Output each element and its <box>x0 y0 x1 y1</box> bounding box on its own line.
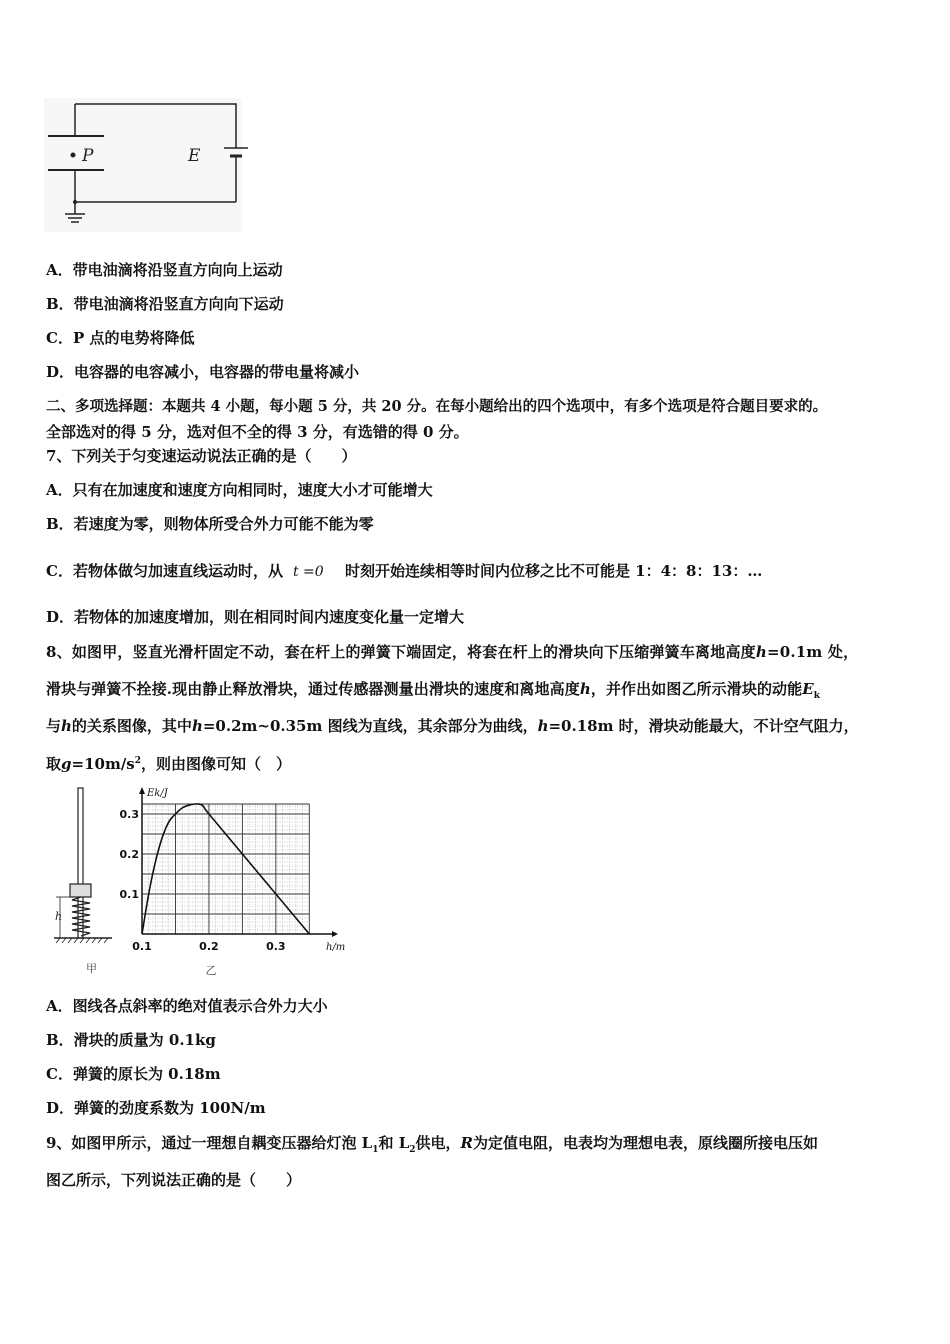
q8-l3-var3: h <box>537 717 549 735</box>
q8-l2-ek-sub: k <box>813 691 821 701</box>
q8-l3-mid2: =0.2m~0.35m 图线为直线，其余部分为曲线， <box>202 717 538 735</box>
section2-heading-line2: 全部选对的得 5 分，选对但不全的得 3 分，有选错的得 0 分。 <box>46 423 469 441</box>
chart-x-tick-1: 0.2 <box>199 940 219 953</box>
q8-stem-line1 <box>46 642 858 662</box>
q8-l3-var2: h <box>191 717 203 735</box>
q8-l4-var: g <box>61 755 72 773</box>
q8-option-b: B．滑块的质量为 0.1kg <box>46 1031 216 1049</box>
q7-option-a: A．只有在加速度和速度方向相同时，速度大小才可能增大 <box>46 481 433 499</box>
caption-jia: 甲 <box>86 962 97 975</box>
q6-option-b: B．带电油滴将沿竖直方向向下运动 <box>46 295 284 313</box>
q8-l3-var1: h <box>61 717 72 735</box>
q7-option-c-post: 时刻开始连续相等时间内位移之比不可能是 1：4：8：13：… <box>344 562 763 580</box>
q8-l2-ek: E <box>802 680 814 698</box>
q7-option-b: B．若速度为零，则物体所受合外力可能不能为零 <box>46 515 374 533</box>
source-e-label: E <box>188 146 201 166</box>
q7-option-d: D．若物体的加速度增加，则在相同时间内速度变化量一定增大 <box>46 608 465 626</box>
vertical-rod <box>78 788 83 938</box>
q9-l1-sub2: 2 <box>409 1145 416 1155</box>
q8-l3-pre: 与 <box>46 717 62 735</box>
q7-stem: 7、下列关于匀变速运动说法正确的是（ ） <box>46 447 357 465</box>
point-p-label: P <box>82 146 94 166</box>
q8-l1-var: h <box>755 643 767 661</box>
oil-drop-point <box>71 153 76 158</box>
chart-ek-curve <box>142 804 309 934</box>
q8-option-c: C．弹簧的原长为 0.18m <box>46 1065 221 1083</box>
q9-l1-var: R <box>460 1134 474 1152</box>
q9-l1-mid2: 供电， <box>415 1134 461 1152</box>
chart-y-tick-0: 0.1 <box>119 888 139 901</box>
q9-l1-post: 为定值电阻，电表均为理想电表，原线圈所接电压如 <box>473 1134 819 1152</box>
chart-x-tick-0: 0.1 <box>132 940 152 953</box>
q9-l1-sub1: 1 <box>372 1145 379 1155</box>
chart-x-tick-2: 0.3 <box>266 940 286 953</box>
q6-option-d: D．电容器的电容减小，电容器的带电量将减小 <box>46 363 360 381</box>
q8-stem-line2 <box>46 679 820 699</box>
q8-option-a: A．图线各点斜率的绝对值表示合外力大小 <box>46 997 328 1015</box>
chart-x-label: h/m <box>326 942 346 953</box>
q8-stem-line4 <box>46 754 291 774</box>
q8-l2-pre: 滑块与弹簧不拴接.现由静止释放滑块，通过传感器测量出滑块的速度和离地高度 <box>46 680 580 698</box>
q9-l1-pre: 9、如图甲所示，通过一理想自耦变压器给灯泡 L <box>46 1134 373 1152</box>
q9-stem-line2: 图乙所示，下列说法正确的是（ ） <box>46 1171 302 1189</box>
chart-y-arrow-icon <box>139 787 145 794</box>
q8-l2-var: h <box>579 680 591 698</box>
q9-stem-line1 <box>46 1133 818 1153</box>
q8-option-d: D．弹簧的劲度系数为 100N/m <box>46 1099 266 1117</box>
q9-l1-mid1: 和 L <box>378 1134 410 1152</box>
spring-rod-figure <box>46 786 126 980</box>
t-equals-zero: t =0 <box>292 564 324 580</box>
q8-l3-mid1: 的关系图像，其中 <box>71 717 192 735</box>
q8-l4-sup: 2 <box>134 756 142 766</box>
slider-block <box>70 884 91 897</box>
q8-l1-pre: 8、如图甲，竖直光滑杆固定不动，套在杆上的弹簧下端固定，将套在杆上的滑块向下压缩弹簧车离地高度 <box>46 643 756 661</box>
section2-heading-line1: 二、多项选择题：本题共 4 小题，每小题 5 分，共 20 分。在每小题给出的四个选项中，有多个选项是符合题目要求的。 <box>46 398 828 415</box>
q8-l4-post: ，则由图像可知（ ） <box>141 755 292 773</box>
q8-stem-line3 <box>46 716 859 736</box>
chart-y-tick-2: 0.3 <box>119 808 139 821</box>
chart-y-tick-1: 0.2 <box>119 848 139 861</box>
q6-option-c: C．P 点的电势将降低 <box>46 329 195 347</box>
h-label: h <box>55 910 63 923</box>
q8-l3-post: =0.18m 时，滑块动能最大，不计空气阻力， <box>548 717 859 735</box>
ek-h-chart <box>120 784 360 984</box>
chart-y-label: Ek/J <box>147 788 168 799</box>
q7-option-c-pre: C．若物体做匀加速直线运动时，从 <box>46 562 283 580</box>
chart-x-arrow-icon <box>332 931 338 937</box>
q8-l1-post: =0.1m 处， <box>766 643 859 661</box>
q7-option-c <box>46 561 762 581</box>
q6-option-a: A．带电油滴将沿竖直方向向上运动 <box>46 261 283 279</box>
q8-l4-mid: =10m/s <box>71 755 135 773</box>
caption-yi: 乙 <box>205 964 217 977</box>
q8-l4-pre: 取 <box>46 755 62 773</box>
figure-background <box>44 98 242 232</box>
capacitor-circuit-figure <box>40 96 250 236</box>
q8-l2-mid: ，并作出如图乙所示滑块的动能 <box>590 680 803 698</box>
